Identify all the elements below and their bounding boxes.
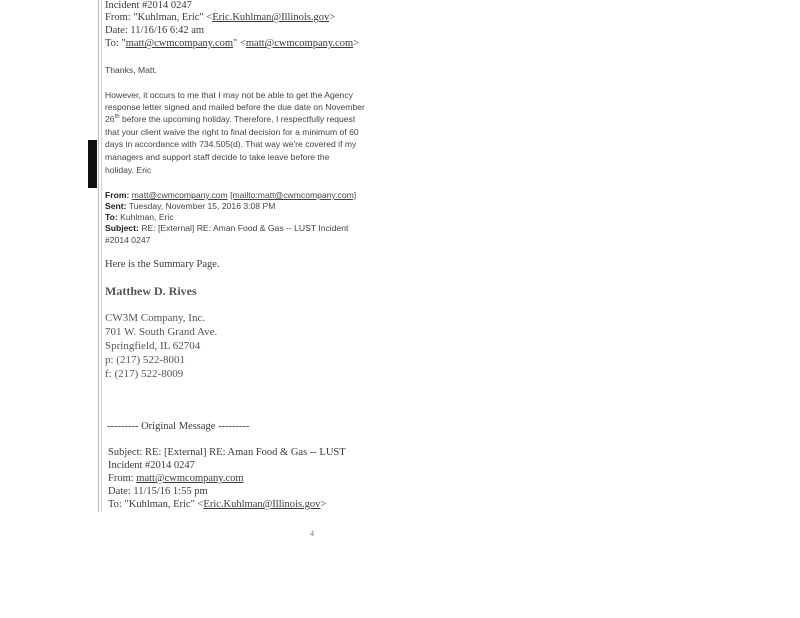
original-message-divider: --------- Original Message --------- — [107, 421, 250, 432]
quoted-subject — [105, 223, 348, 233]
quoted-to-value: Kuhlman, Eric — [120, 212, 174, 222]
quoted-from-label: From: — [105, 190, 130, 200]
quoted-sent-value: Tuesday, November 15, 2016 3:08 PM — [128, 201, 276, 211]
quoted-from-mailto-link[interactable]: [mailto:matt@cwmcompany.com] — [230, 190, 357, 200]
header-to — [105, 38, 359, 49]
quoted-sent-label: Sent: — [105, 201, 127, 211]
header-to-mid: " < — [233, 38, 246, 49]
reply-summary: Here is the Summary Page. — [105, 259, 220, 270]
original-to-email-link[interactable]: Eric.Kuhlman@Illinois.gov — [203, 499, 321, 510]
original-to-label: To: "Kuhlman, Eric" < — [108, 499, 204, 510]
page-number: 4 — [310, 529, 314, 538]
header-to-email-link-2[interactable]: matt@cwmcompany.com — [245, 38, 354, 49]
header-from-email-link[interactable]: Eric.Kuhlman@Illinois.gov — [212, 12, 330, 23]
original-date: Date: 11/15/16 1:55 pm — [108, 486, 208, 497]
body-thanks: Thanks, Matt. — [105, 65, 158, 75]
original-to-close: > — [320, 499, 327, 510]
header-to-email-link-1[interactable]: matt@cwmcompany.com — [125, 38, 234, 49]
header-from-close: > — [329, 12, 336, 23]
body-line-4: that your client waive the right to final decision for a minimum of 60 — [105, 127, 359, 137]
original-from-label: From: — [108, 473, 137, 484]
header-date: Date: 11/16/16 6:42 am — [105, 25, 205, 36]
body-line-3-rest: before the upcoming holiday. Therefore, I respectfully request — [119, 114, 356, 124]
original-subject-line-1: Subject: RE: [External] RE: Aman Food & Gas -- LUST — [108, 447, 346, 458]
left-border-line — [98, 0, 99, 512]
body-line-3-sup: th — [114, 114, 120, 121]
body-line-6: managers and support staff decide to take leave before the — [105, 152, 330, 162]
quoted-to-label: To: — [105, 212, 118, 222]
signature-street: 701 W. South Grand Ave. — [105, 326, 218, 338]
margin-redaction-bar — [88, 140, 97, 188]
quoted-subject-value: RE: [External] RE: Aman Food & Gas -- LUST Incident — [141, 223, 349, 233]
body-line-7: holiday. Eric — [105, 165, 152, 175]
quoted-from — [105, 190, 356, 200]
header-from — [105, 12, 335, 23]
original-from — [108, 473, 244, 484]
body-line-3 — [105, 114, 355, 124]
quoted-to — [105, 212, 174, 222]
signature-city: Springfield, IL 62704 — [105, 340, 201, 352]
header-from-label: From: — [105, 12, 134, 23]
header-subject-continued: Incident #2014 0247 — [105, 0, 192, 11]
header-to-label: To: " — [105, 38, 126, 49]
quoted-sent — [105, 201, 275, 211]
body-line-3-date: 26 — [105, 114, 115, 124]
signature-fax: f: (217) 522-8009 — [105, 368, 184, 380]
body-line-1: However, it occurs to me that I may not be able to get the Agency — [105, 90, 353, 100]
signature-phone: p: (217) 522-8001 — [105, 354, 186, 366]
signature-name: Matthew D. Rives — [105, 284, 197, 298]
body-line-5: days in accordance with 734.505(d). That way we're covered if my — [105, 139, 357, 149]
header-to-close: > — [353, 38, 360, 49]
original-to — [108, 499, 326, 510]
original-from-email-link[interactable]: matt@cwmcompany.com — [136, 473, 244, 484]
left-border-line-inner — [101, 0, 102, 512]
quoted-subject-label: Subject: — [105, 223, 139, 233]
quoted-subject-line-2: #2014 0247 — [105, 235, 151, 245]
header-from-name: "Kuhlman, Eric" < — [133, 12, 213, 23]
body-line-2: response letter signed and mailed before the due date on November — [105, 102, 365, 112]
signature-company: CW3M Company, Inc. — [105, 312, 206, 324]
original-subject-line-2: Incident #2014 0247 — [108, 460, 195, 471]
quoted-from-email-link[interactable]: matt@cwmcompany.com — [131, 190, 228, 200]
